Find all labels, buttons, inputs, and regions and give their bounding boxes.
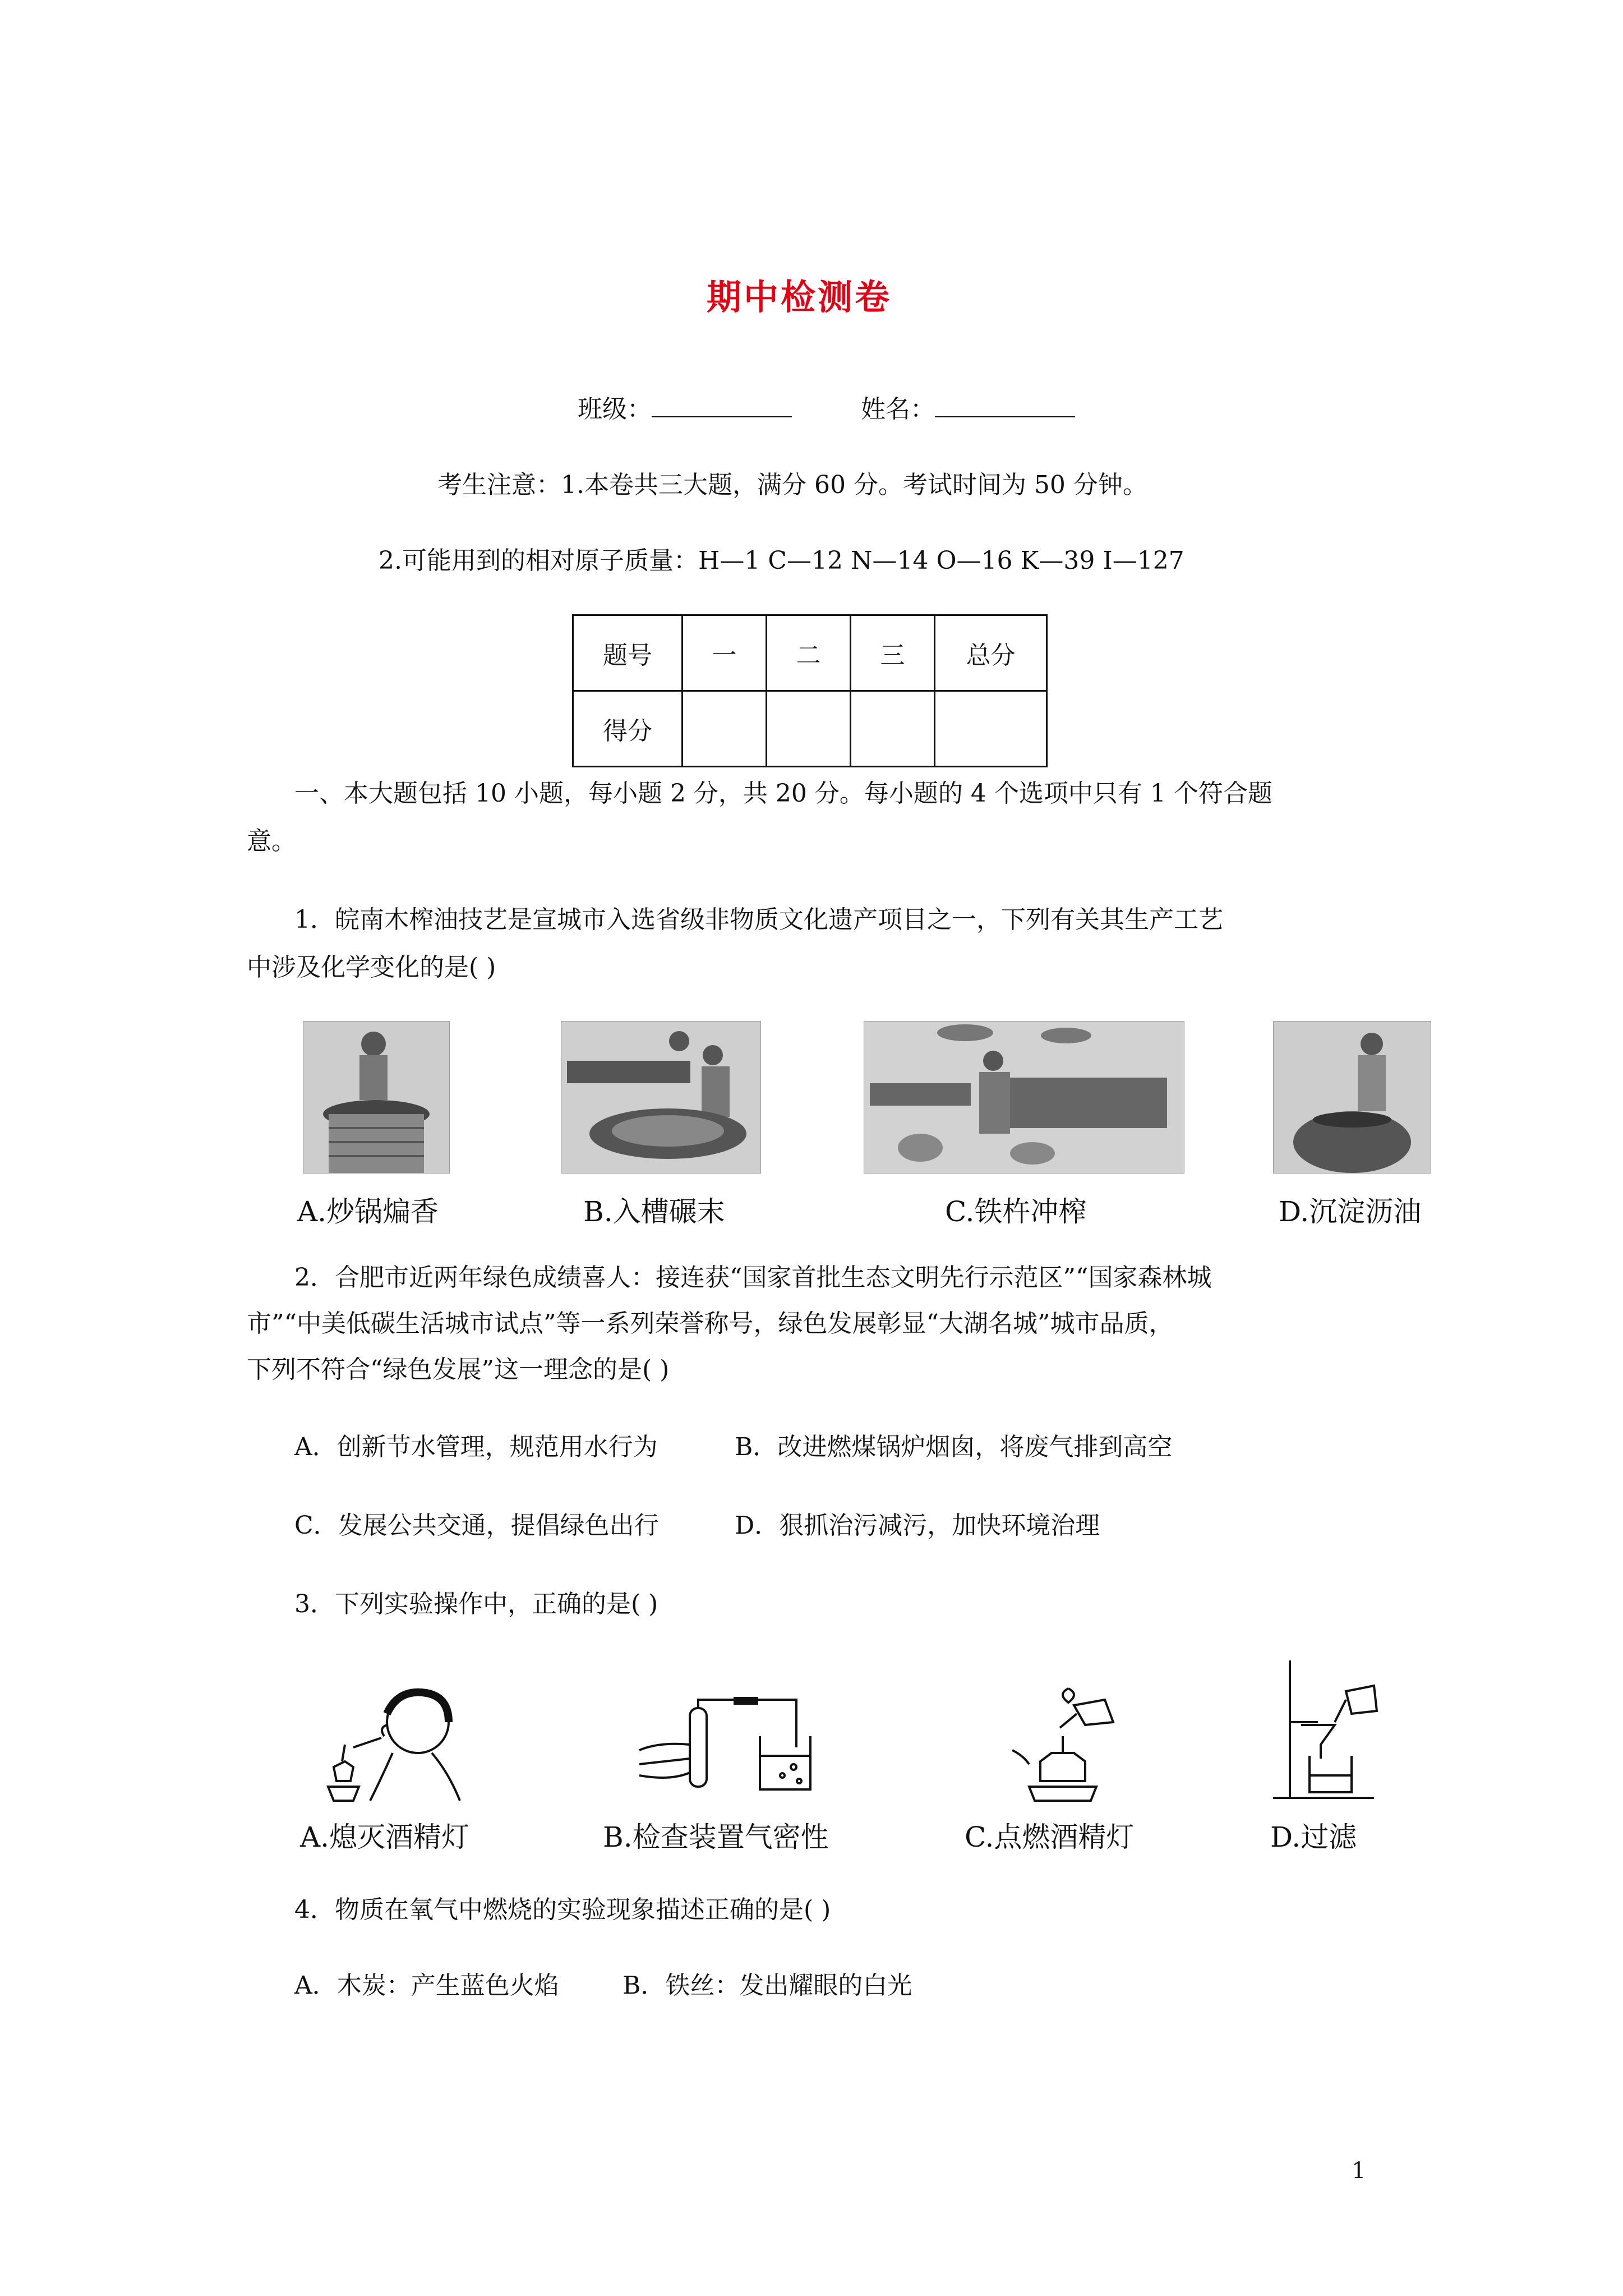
q4-option-b: B．铁丝：发出耀眼的白光 bbox=[623, 1971, 912, 2000]
q3-option-c: C.点燃酒精灯 bbox=[965, 1821, 1135, 1853]
score-row-label: 得分 bbox=[573, 691, 683, 767]
score-table-header-cell: 二 bbox=[767, 615, 851, 691]
q2-option-a: A．创新节水管理，规范用水行为 bbox=[294, 1433, 658, 1461]
q3-stem: 3．下列实验操作中，正确的是( ) bbox=[294, 1590, 658, 1618]
section1-line-2: 意。 bbox=[247, 827, 296, 855]
class-label: 班级： bbox=[578, 395, 652, 424]
q1-image-d bbox=[1273, 1021, 1431, 1174]
q3-image-b bbox=[637, 1697, 816, 1798]
section1-line-1: 一、本大题包括 10 小题，每小题 2 分，共 20 分。每小题的 4 个选项中只有 1 个符合题 bbox=[294, 779, 1272, 808]
name-blank bbox=[935, 394, 1075, 417]
notice-line-2: 2.可能用到的相对原子质量：H—1 C—12 N—14 O—16 K—39 I—127 bbox=[379, 546, 1184, 575]
q2-option-b: B．改进燃煤锅炉烟囱，将废气排到高空 bbox=[735, 1433, 1173, 1461]
score-table bbox=[572, 614, 1048, 767]
page-title: 期中检测卷 bbox=[707, 277, 892, 318]
q1-line-1: 1．皖南木榨油技艺是宣城市入选省级非物质文化遗产项目之一，下列有关其生产工艺 bbox=[294, 905, 1223, 934]
q2-option-d: D．狠抓治污减污，加快环境治理 bbox=[735, 1511, 1100, 1540]
q1-image-a bbox=[303, 1021, 450, 1174]
score-table-header-row bbox=[573, 615, 1047, 691]
score-cell[interactable] bbox=[767, 691, 851, 767]
q2-option-c: C．发展公共交通，提倡绿色出行 bbox=[294, 1511, 659, 1540]
q3-option-d: D.过滤 bbox=[1270, 1821, 1357, 1853]
q3-option-b: B.检查装置气密性 bbox=[603, 1821, 829, 1853]
score-table-header-cell: 总分 bbox=[935, 615, 1047, 691]
q3-image-c bbox=[1007, 1683, 1119, 1803]
q1-image-b bbox=[561, 1021, 761, 1174]
page-number: 1 bbox=[1352, 2158, 1366, 2184]
notice-line-1: 考生注意：1.本卷共三大题，满分 60 分。考试时间为 50 分钟。 bbox=[437, 471, 1147, 499]
class-field bbox=[578, 393, 792, 426]
q2-line-1: 2．合肥市近两年绿色成绩喜人：接连获“国家首批生态文明先行示范区”“国家森林城 bbox=[294, 1263, 1212, 1292]
q1-option-c: C.铁杵冲榨 bbox=[945, 1195, 1087, 1228]
q1-option-a: A.炒锅煸香 bbox=[297, 1195, 439, 1228]
q2-line-3: 下列不符合“绿色发展”这一理念的是( ) bbox=[247, 1355, 670, 1384]
q1-line-2: 中涉及化学变化的是( ) bbox=[247, 953, 496, 982]
q1-option-d: D.沉淀沥油 bbox=[1279, 1195, 1422, 1228]
q3-option-a: A.熄灭酒精灯 bbox=[300, 1821, 470, 1853]
q4-option-a: A．木炭：产生蓝色火焰 bbox=[294, 1971, 559, 2000]
q4-stem: 4．物质在氧气中燃烧的实验现象描述正确的是( ) bbox=[294, 1895, 831, 1924]
q2-line-2: 市”“中美低碳生活城市试点”等一系列荣誉称号，绿色发展彰显“大湖名城”城市品质， bbox=[247, 1309, 1174, 1338]
score-table-header-cell: 三 bbox=[851, 615, 935, 691]
q3-image-d bbox=[1267, 1660, 1380, 1803]
score-cell[interactable] bbox=[851, 691, 935, 767]
q1-image-c bbox=[864, 1021, 1184, 1174]
score-cell[interactable] bbox=[683, 691, 767, 767]
class-blank bbox=[652, 394, 792, 417]
score-cell[interactable] bbox=[935, 691, 1047, 767]
name-label: 姓名： bbox=[861, 395, 935, 424]
q1-option-b: B.入槽碾末 bbox=[583, 1195, 725, 1228]
score-table-header-cell: 一 bbox=[683, 615, 767, 691]
score-table-header-cell: 题号 bbox=[573, 615, 683, 691]
name-field bbox=[861, 393, 1075, 426]
score-table-row bbox=[573, 691, 1047, 767]
q3-image-a bbox=[320, 1683, 465, 1803]
